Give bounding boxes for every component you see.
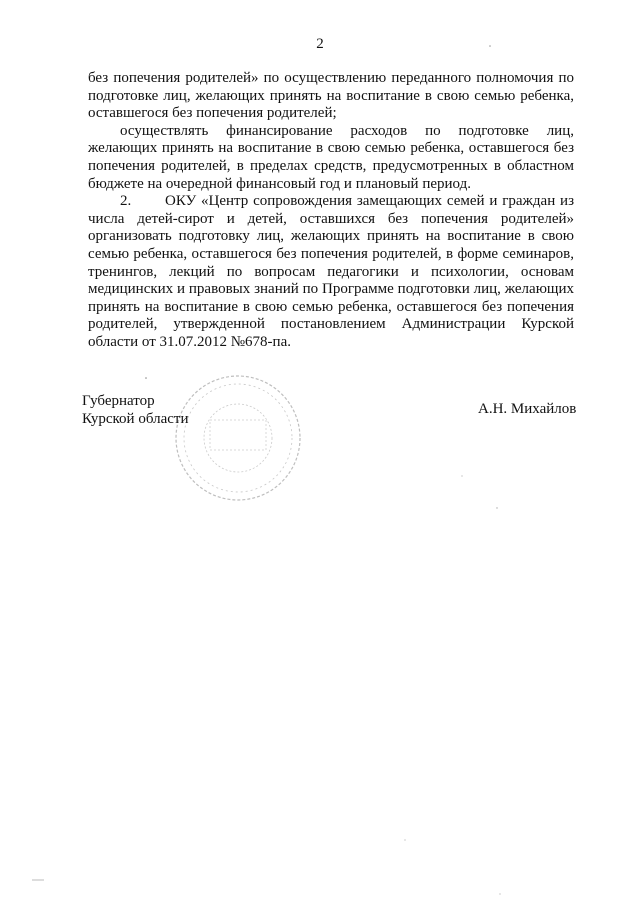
signature-title (82, 393, 188, 428)
signature-title-line1: Губернатор (82, 393, 155, 409)
signature-title-line2: Курской области (82, 410, 189, 427)
signatory-name: А.Н. Михайлов (478, 401, 577, 417)
paragraph-item-2: 2. ОКУ «Центр сопровождения замещающих семей и граждан из числа детей-сирот и детей, оставшихся без попечения родителей» организовать подготовку лиц, желающих принять на воспитание в свою семью ребенка, оставшегося без попечения родителей, в форме семинаров, тренингов, лекций по вопросам педагогики и психологии, основам медицинских и правовых знаний по Программе подготовки лиц, желающих принять на воспитание в свою семью ребенка, оставшегося без попечения родителей, утвержденной постановлением Администрации Курской области от 31.07.2012 №678-па. (88, 193, 574, 350)
page-number: 2 (316, 36, 324, 52)
paragraph-continuation: без попечения родителей» по осуществлению переданного полномочия по подготовке лиц, желающих принять на воспитание в свою семью ребенка, оставшегося без попечения родителей; (88, 70, 574, 122)
document-body (88, 70, 574, 352)
paragraph-financing: осуществлять финансирование расходов по подготовке лиц, желающих принять на воспитание в свою семью ребенка, оставшегося без попечения родителей, в пределах средств, предусмотренных в областном бюджете на очередной финансовый год и плановый период. (88, 122, 574, 192)
official-stamp-icon (172, 372, 304, 504)
